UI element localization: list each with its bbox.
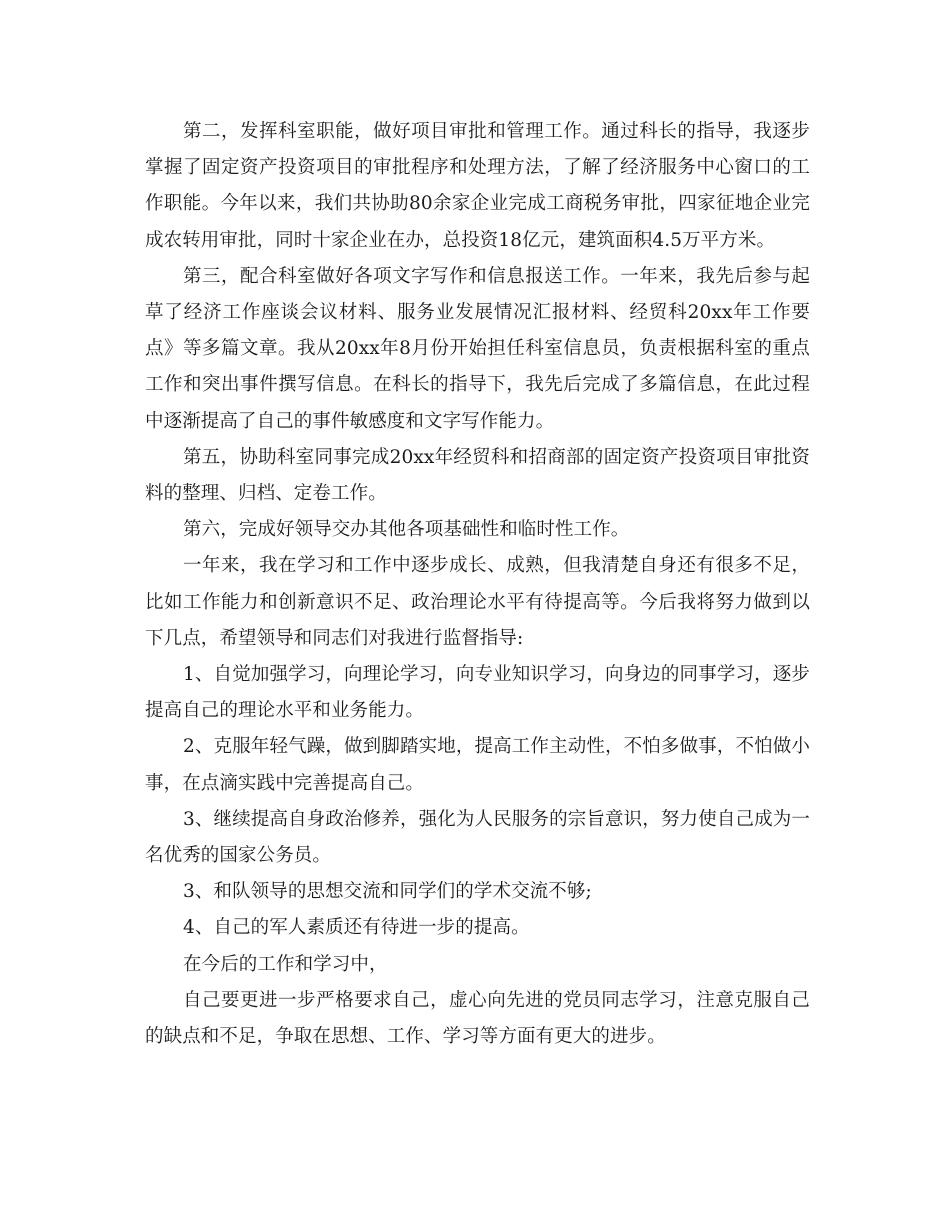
paragraph-item-2: 第二，发挥科室职能，做好项目审批和管理工作。通过科长的指导，我逐步掌握了固定资产投资项目的审批程序和处理方法，了解了经济服务中心窗口的工作职能。今年以来，我们共协助80余家企业完成工商税务审批，四家征地企业完成农转用审批，同时十家企业在办，总投资18亿元，建筑面积4.5万平方米。 — [145, 121, 810, 251]
paragraph-plan-2: 2、克服年轻气躁，做到脚踏实地，提高工作主动性，不怕多做事，不怕做小事，在点滴实践中完善提高自己。 — [145, 736, 810, 794]
paragraph-shortcoming-3: 3、和队领导的思想交流和同学们的学术交流不够; — [183, 881, 592, 903]
paragraph-item-3: 第三，配合科室做好各项文字写作和信息报送工作。一年来，我先后参与起草了经济工作座谈会议材料、服务业发展情况汇报材料、经贸科20xx年工作要点》等多篇文章。我从20xx年8月份开始担任科室信息员，负责根据科室的重点工作和突出事件撰写信息。在科长的指导下，我先后完成了多篇信息，在此过程中逐渐提高了自己的事件敏感度和文字写作能力。 — [145, 265, 810, 432]
paragraph-plan-1: 1、自觉加强学习，向理论学习，向专业知识学习，向身边的同事学习，逐步提高自己的理论水平和业务能力。 — [145, 664, 810, 722]
paragraph-plan-3: 3、继续提高自身政治修养，强化为人民服务的宗旨意识，努力使自己成为一名优秀的国家公务员。 — [145, 808, 810, 867]
paragraph-item-5: 第五，协助科室同事完成20xx年经贸科和招商部的固定资产投资项目审批资料的整理、归档、定卷工作。 — [145, 446, 810, 505]
paragraph-future-intro: 在今后的工作和学习中， — [183, 953, 388, 975]
document-body — [145, 114, 810, 1055]
paragraph-summary: 一年来，我在学习和工作中逐步成长、成熟，但我清楚自身还有很多不足，比如工作能力和创新意识不足、政治理论水平有待提高等。今后我将努力做到以下几点，希望领导和同志们对我进行监督指导: — [145, 555, 810, 649]
paragraph-shortcoming-4: 4、自己的军人素质还有待进一步的提高。 — [183, 917, 530, 939]
paragraph-future-goal: 自己要更进一步严格要求自己，虚心向先进的党员同志学习，注意克服自己的缺点和不足，争取在思想、工作、学习等方面有更大的进步。 — [145, 989, 810, 1048]
paragraph-item-6: 第六，完成好领导交办其他各项基础性和临时性工作。 — [183, 519, 630, 541]
